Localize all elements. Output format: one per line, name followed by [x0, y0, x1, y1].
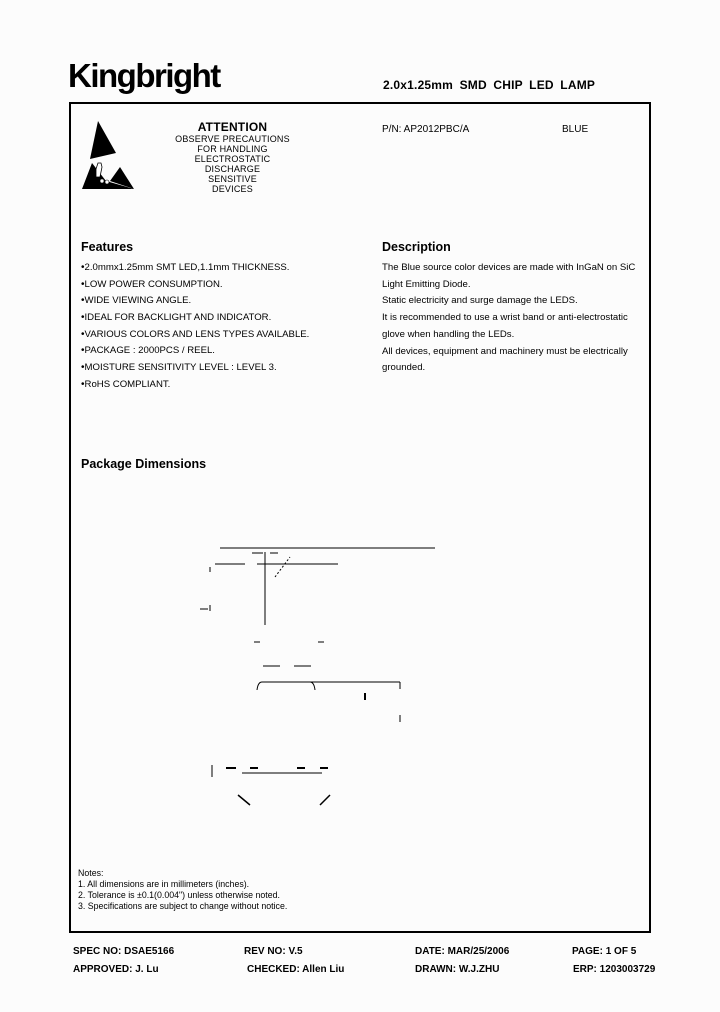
brand-logo: Kingbright [68, 57, 220, 94]
package-dimensions-heading: Package Dimensions [81, 457, 207, 471]
package-dimension-drawing [190, 525, 460, 855]
spec-number: SPEC NO: DSAE5166 [73, 946, 175, 957]
attention-line: OBSERVE PRECAUTIONS [175, 134, 290, 144]
description-heading: Description [382, 240, 451, 254]
description-section [382, 240, 640, 377]
description-paragraph: All devices, equipment and machinery must be electrically grounded. [382, 345, 628, 374]
description-paragraph: Static electricity and surge damage the LEDS. [382, 295, 578, 307]
revision-number: REV NO: V.5 [244, 946, 303, 957]
feature-item: • RoHS COMPLIANT. [81, 377, 309, 394]
drawn-by: DRAWN: W.J.ZHU [415, 964, 500, 975]
notes-heading: Notes: [78, 868, 104, 878]
attention-line: FOR HANDLING [197, 144, 268, 154]
approved-by: APPROVED: J. Lu [73, 964, 159, 975]
feature-item: • PACKAGE : 2000PCS / REEL. [81, 343, 309, 360]
attention-line: DEVICES [212, 184, 253, 194]
feature-item: • WIDE VIEWING ANGLE. [81, 293, 309, 310]
notes-section [78, 868, 287, 912]
attention-line: DISCHARGE [204, 164, 261, 174]
feature-item: • VARIOUS COLORS AND LENS TYPES AVAILABLE. [81, 327, 309, 344]
note-item: 2. Tolerance is ±0.1(0.004") unless otherwise noted. [78, 890, 280, 900]
note-item: 3. Specifications are subject to change without notice. [78, 901, 288, 911]
emitted-color: BLUE [562, 124, 589, 135]
attention-notice [170, 121, 295, 194]
features-list [81, 260, 309, 394]
feature-item: • MOISTURE SENSITIVITY LEVEL : LEVEL 3. [81, 360, 309, 377]
part-number: P/N: AP2012PBC/A [382, 124, 470, 135]
attention-heading: ATTENTION [197, 120, 268, 134]
document-date: DATE: MAR/25/2006 [415, 946, 510, 957]
attention-line: SENSITIVE [208, 174, 257, 184]
feature-item: • IDEAL FOR BACKLIGHT AND INDICATOR. [81, 310, 309, 327]
description-paragraph: It is recommended to use a wrist band or anti-electrostatic glove when handling the LEDs. [382, 312, 628, 340]
note-item: 1. All dimensions are in millimeters (inches). [78, 879, 250, 889]
feature-item: • LOW POWER CONSUMPTION. [81, 277, 309, 294]
attention-line: ELECTROSTATIC [194, 154, 271, 164]
page-number: PAGE: 1 OF 5 [572, 946, 637, 957]
checked-by: CHECKED: Allen Liu [247, 964, 345, 975]
erp-number: ERP: 1203003729 [573, 964, 656, 975]
description-paragraph: The Blue source color devices are made with InGaN on SiC Light Emitting Diode. [382, 262, 636, 290]
features-section [81, 240, 309, 394]
document-title: 2.0x1.25mm SMD CHIP LED LAMP [383, 78, 596, 92]
features-heading: Features [81, 240, 134, 254]
feature-item: • 2.0mmx1.25mm SMT LED,1.1mm THICKNESS. [81, 260, 309, 277]
esd-warning-icon [80, 119, 136, 191]
